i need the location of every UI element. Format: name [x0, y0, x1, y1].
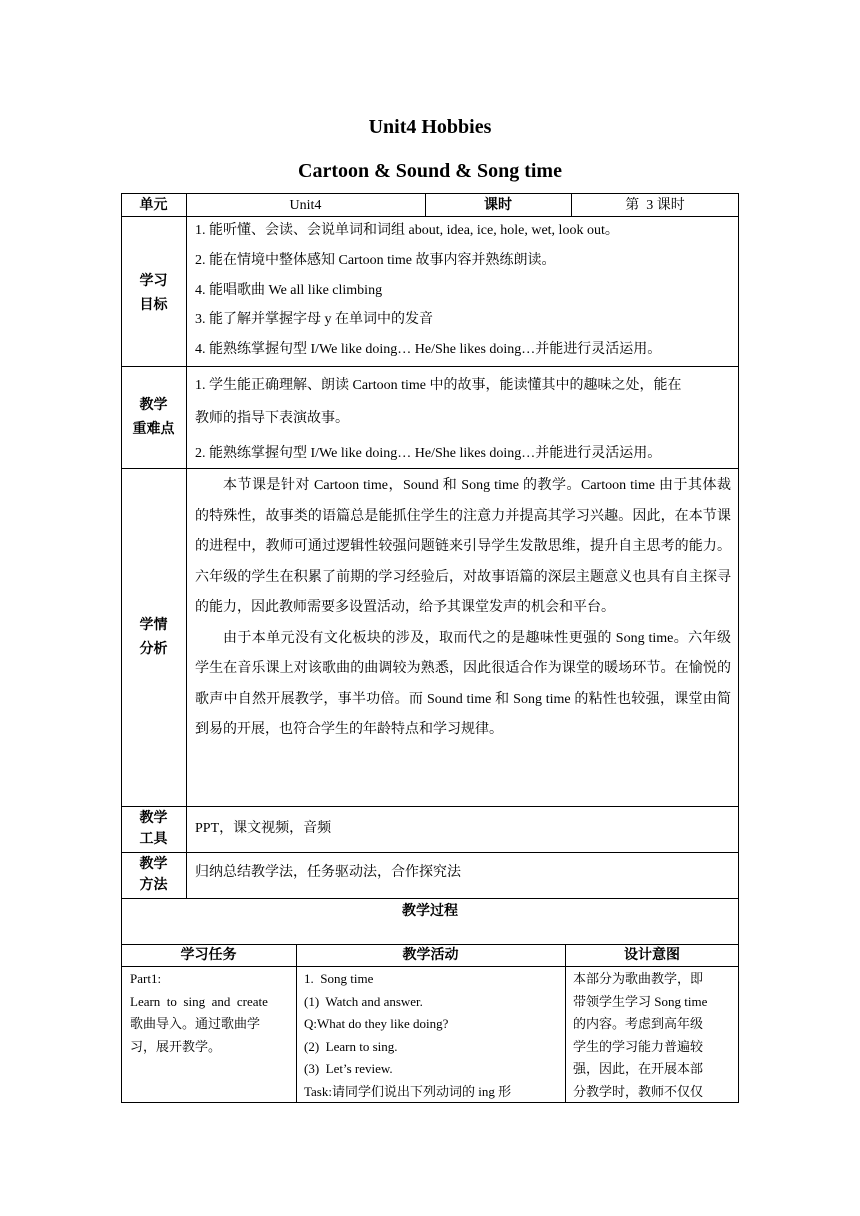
- objective-item: 1. 能听懂、会读、会说单词和词组 about, idea, ice, hole, wet, look out。: [195, 223, 619, 238]
- activity-line: (3) Let’s review.: [304, 1061, 393, 1076]
- activity-line: Q:What do they like doing?: [304, 1016, 449, 1031]
- unit-value: Unit4: [289, 198, 322, 213]
- analysis-paragraph: 由于本单元没有文化板块的涉及，取而代之的是趣味性更强的 Song time。六年级学生在音乐课上对该歌曲的曲调较为熟悉，因此很适合作为课堂的暖场环节。在愉悦的歌声中自然开展教学，事半功倍。而 Sound time 和 Song time 的粘性也较强，课堂由简到易的开展，也符合学生的年龄特点和学习规律。: [195, 630, 731, 737]
- key-point-item: 教师的指导下表演故事。: [195, 411, 349, 426]
- row-divider: [121, 966, 739, 967]
- activity-line: (2) Learn to sing.: [304, 1038, 398, 1054]
- col-header-intent: 设计意图: [624, 948, 680, 963]
- methods-value: 归纳总结教学法，任务驱动法，合作探究法: [195, 865, 461, 880]
- intent-cell: [573, 968, 737, 1103]
- intent-line: 分教学时，教师不仅仅: [573, 1083, 704, 1099]
- task-cell: [130, 968, 290, 1058]
- intent-line: 带领学生学习 Song time: [573, 993, 708, 1009]
- objective-item: 3. 能了解并掌握字母 y 在单词中的发音: [195, 312, 433, 327]
- row-divider: [121, 806, 739, 807]
- tools-label: 教学 工具: [139, 811, 168, 847]
- objective-item: 4. 能熟练掌握句型 I/We like doing… He/She likes doing…并能进行灵活运用。: [195, 342, 662, 357]
- lesson-value: 第 3 课时: [625, 198, 685, 213]
- activity-line: (1) Watch and answer.: [304, 993, 423, 1009]
- objective-item: 4. 能唱歌曲 We all like climbing: [195, 283, 383, 298]
- row-divider: [121, 468, 739, 469]
- activity-line: Task:请同学们说出下列动词的 ing 形: [304, 1083, 512, 1099]
- methods-label: 教学 方法: [139, 857, 168, 893]
- task-line: 歌曲导入。通过歌曲学: [130, 1016, 261, 1031]
- unit-label: 单元: [139, 198, 168, 213]
- activity-line: 1. Song time: [304, 971, 374, 986]
- col-header-task: 学习任务: [180, 948, 237, 963]
- row-divider: [121, 366, 739, 367]
- intent-line: 学生的学习能力普遍较: [573, 1038, 704, 1054]
- key-points-label: 教学 重难点: [132, 398, 175, 437]
- row-divider: [121, 944, 739, 945]
- row-divider: [121, 898, 739, 899]
- analysis-paragraph: 本节课是针对 Cartoon time，Sound 和 Song time 的教学。Cartoon time 由于其体裁的特殊性，故事类的语篇总是能抓住学生的注意力并提高其学习兴趣。因此，在本节课的进程中，教师可通过逻辑性较强问题链来引导学生发散思维，提升自主思考的能力。六年级的学生在积累了前期的学习经验后，对故事语篇的深层主题意义也具有自主探寻的能力，因此教师需要多设置活动，给予其课堂发声的机会和平台。: [195, 478, 731, 615]
- row-divider: [121, 216, 739, 217]
- intent-line: 强，因此，在开展本部: [573, 1061, 704, 1076]
- row-divider: [121, 852, 739, 853]
- activity-cell: [304, 968, 562, 1103]
- task-line: Part1:: [130, 971, 162, 986]
- col-header-activity: 教学活动: [402, 948, 459, 963]
- key-point-item: 2. 能熟练掌握句型 I/We like doing… He/She likes doing…并能进行灵活运用。: [195, 446, 662, 461]
- process-title: 教学过程: [402, 904, 458, 919]
- objective-item: 2. 能在情境中整体感知 Cartoon time 故事内容并熟练朗读。: [195, 253, 556, 268]
- tools-value: PPT，课文视频，音频: [195, 821, 332, 836]
- analysis-label: 学情 分析: [139, 618, 168, 657]
- page-title: Unit4 Hobbies: [368, 116, 492, 138]
- task-line: Learn to sing and create: [130, 993, 268, 1009]
- intent-line: 本部分为歌曲教学，即: [573, 971, 704, 986]
- key-point-item: 1. 学生能正确理解、朗读 Cartoon time 中的故事，能读懂其中的趣味之处，能在: [195, 378, 682, 393]
- col-divider: [565, 944, 566, 1103]
- col-divider: [296, 944, 297, 1103]
- intent-line: 的内容。考虑到高年级: [573, 1016, 704, 1031]
- objectives-label: 学习 目标: [139, 274, 168, 313]
- task-line: 习，展开教学。: [130, 1038, 222, 1054]
- analysis-text: [195, 471, 731, 746]
- col-divider: [186, 193, 187, 898]
- lesson-label: 课时: [484, 198, 512, 213]
- page-subtitle: Cartoon & Sound & Song time: [298, 160, 562, 182]
